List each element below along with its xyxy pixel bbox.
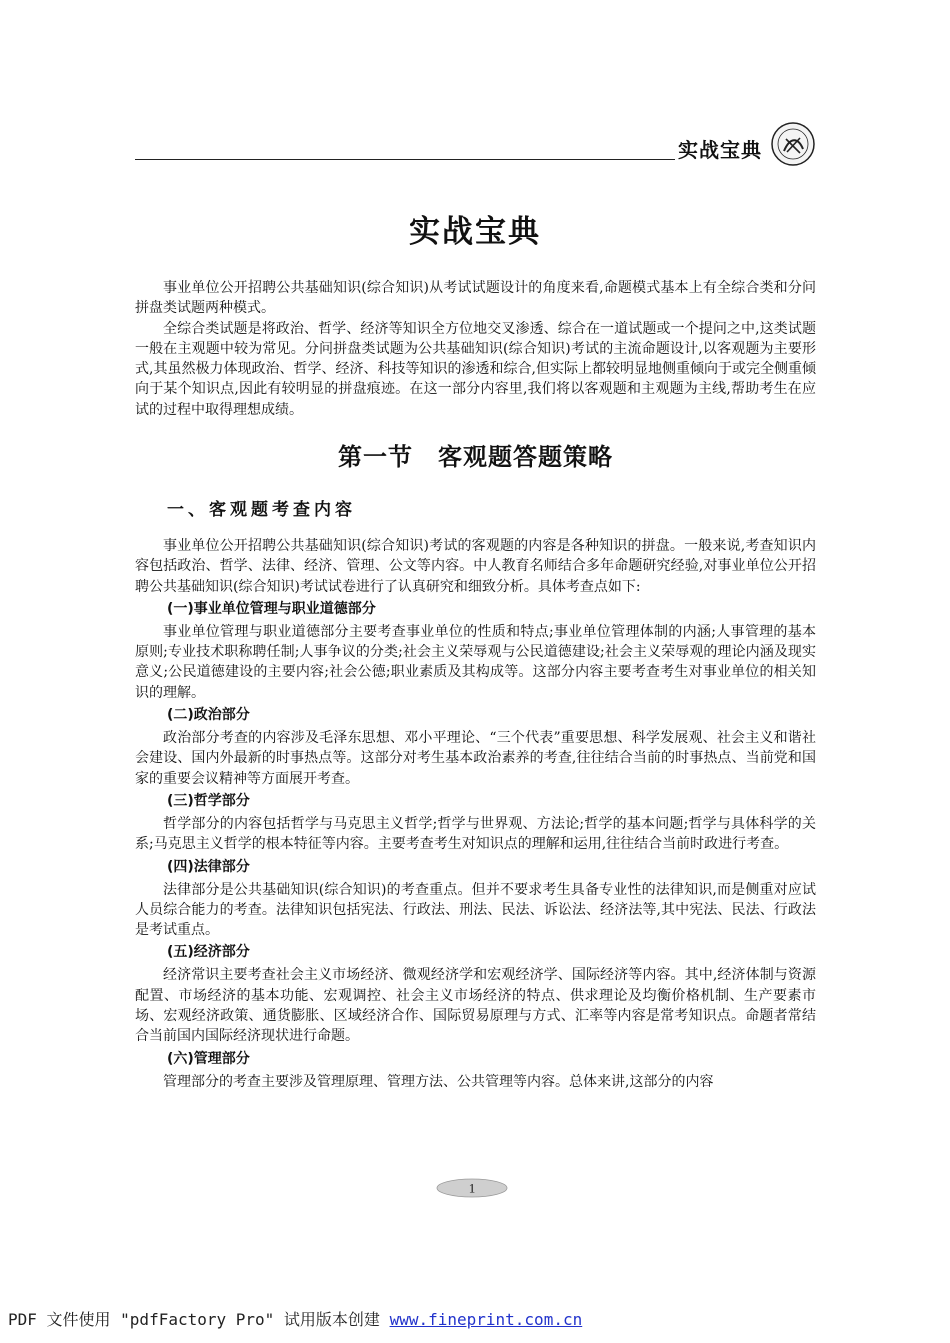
section-heading: 第一节 客观题答题策略 xyxy=(338,443,613,471)
page-number: 1 xyxy=(468,1180,476,1196)
part-text: 哲学部分的内容包括哲学与马克思主义哲学;哲学与世界观、方法论;哲学的基本问题;哲学与具体科学的关系;马克思主义哲学的根本特征等内容。主要考查考生对知识点的理解和运用,往往结合当前时政进行考查。 xyxy=(135,815,816,853)
intro-paragraph: 事业单位公开招聘公共基础知识(综合知识)从考试试题设计的角度来看,命题模式基本上有全综合类和分问拼盘类试题两种模式。 xyxy=(135,280,816,317)
part-heading: (三)哲学部分 xyxy=(167,792,250,809)
footer xyxy=(8,1307,582,1330)
part-text: 经济常识主要考查社会主义市场经济、微观经济学和宏观经济学、国际经济等内容。其中,经济体制与资源配置、市场经济的基本功能、宏观调控、社会主义市场经济的特点、供求理论及均衡价格机制、生产要素市场、宏观经济政策、通货膨胀、区域经济合作、国际贸易原理与方式、汇率等内容是常考知识点。命题者常结合当前国内国际经济现状进行命题。 xyxy=(135,967,816,1045)
intro xyxy=(135,278,816,420)
publisher-logo-icon xyxy=(770,121,816,167)
part-heading: (五)经济部分 xyxy=(167,944,250,961)
section-intro: 事业单位公开招聘公共基础知识(综合知识)考试的客观题的内容是各种知识的拼盘。一般来说,考查知识内容包括政治、哲学、法律、经济、管理、公文等内容。中人教育名师结合多年命题研究经验,对事业单位公开招聘公共基础知识(综合知识)考试试卷进行了认真研究和细致分析。具体考查点如下: xyxy=(135,538,816,595)
intro-paragraph: 全综合类试题是将政治、哲学、经济等知识全方位地交叉渗透、综合在一道试题或一个提问之中,这类试题一般在主观题中较为常见。分问拼盘类试题为公共基础知识(综合知识)考试的主流命题设计,以客观题为主要形式,其虽然极力体现政治、哲学、经济、科技等知识的渗透和综合,但实际上都较明显地侧重倾向于或完全侧重倾向于某个知识点,因此有较明显的拼盘痕迹。在这一部分内容里,我们将以客观题和主观题为主线,帮助考生在应试的过程中取得理想成绩。 xyxy=(135,320,816,418)
part-heading: (四)法律部分 xyxy=(167,858,250,875)
part-text: 管理部分的考查主要涉及管理原理、管理方法、公共管理等内容。总体来讲,这部分的内容 xyxy=(163,1073,714,1090)
part-heading: (二)政治部分 xyxy=(167,707,250,724)
part-heading: (六)管理部分 xyxy=(167,1050,250,1067)
header-title: 实战宝典 xyxy=(678,138,762,162)
part-heading: (一)事业单位管理与职业道德部分 xyxy=(167,600,376,617)
footer-text: PDF 文件使用 "pdfFactory Pro" 试用版本创建 xyxy=(8,1310,390,1329)
page-title: 实战宝典 xyxy=(409,214,541,250)
header-rule xyxy=(135,159,675,160)
footer-link[interactable]: www.fineprint.com.cn xyxy=(389,1310,583,1329)
section-objective-questions xyxy=(135,440,816,1092)
page-number-badge xyxy=(436,1178,508,1198)
subsection-heading: 一、客观题考查内容 xyxy=(167,500,356,520)
part-text: 政治部分考查的内容涉及毛泽东思想、邓小平理论、“三个代表”重要思想、科学发展观、社会主义和谐社会建设、国内外最新的时事热点等。这部分对考生基本政治素养的考查,往往结合当前的时事热点、当前党和国家的重要会议精神等方面展开考查。 xyxy=(135,730,816,787)
part-text: 事业单位管理与职业道德部分主要考查事业单位的性质和特点;事业单位管理体制的内涵;人事管理的基本原则;专业技术职称聘任制;人事争议的分类;社会主义荣辱观与公民道德建设;社会主义荣辱观的理论内涵及现实意义;公民道德建设的主要内容;社会公德;职业素质及其构成等。这部分内容主要考查考生对事业单位的相关知识的理解。 xyxy=(135,623,816,701)
part-text: 法律部分是公共基础知识(综合知识)的考查重点。但并不要求考生具备专业性的法律知识,而是侧重对应试人员综合能力的考查。法律知识包括宪法、行政法、刑法、民法、诉讼法、经济法等,其中宪法、民法、行政法是考试重点。 xyxy=(135,881,816,939)
